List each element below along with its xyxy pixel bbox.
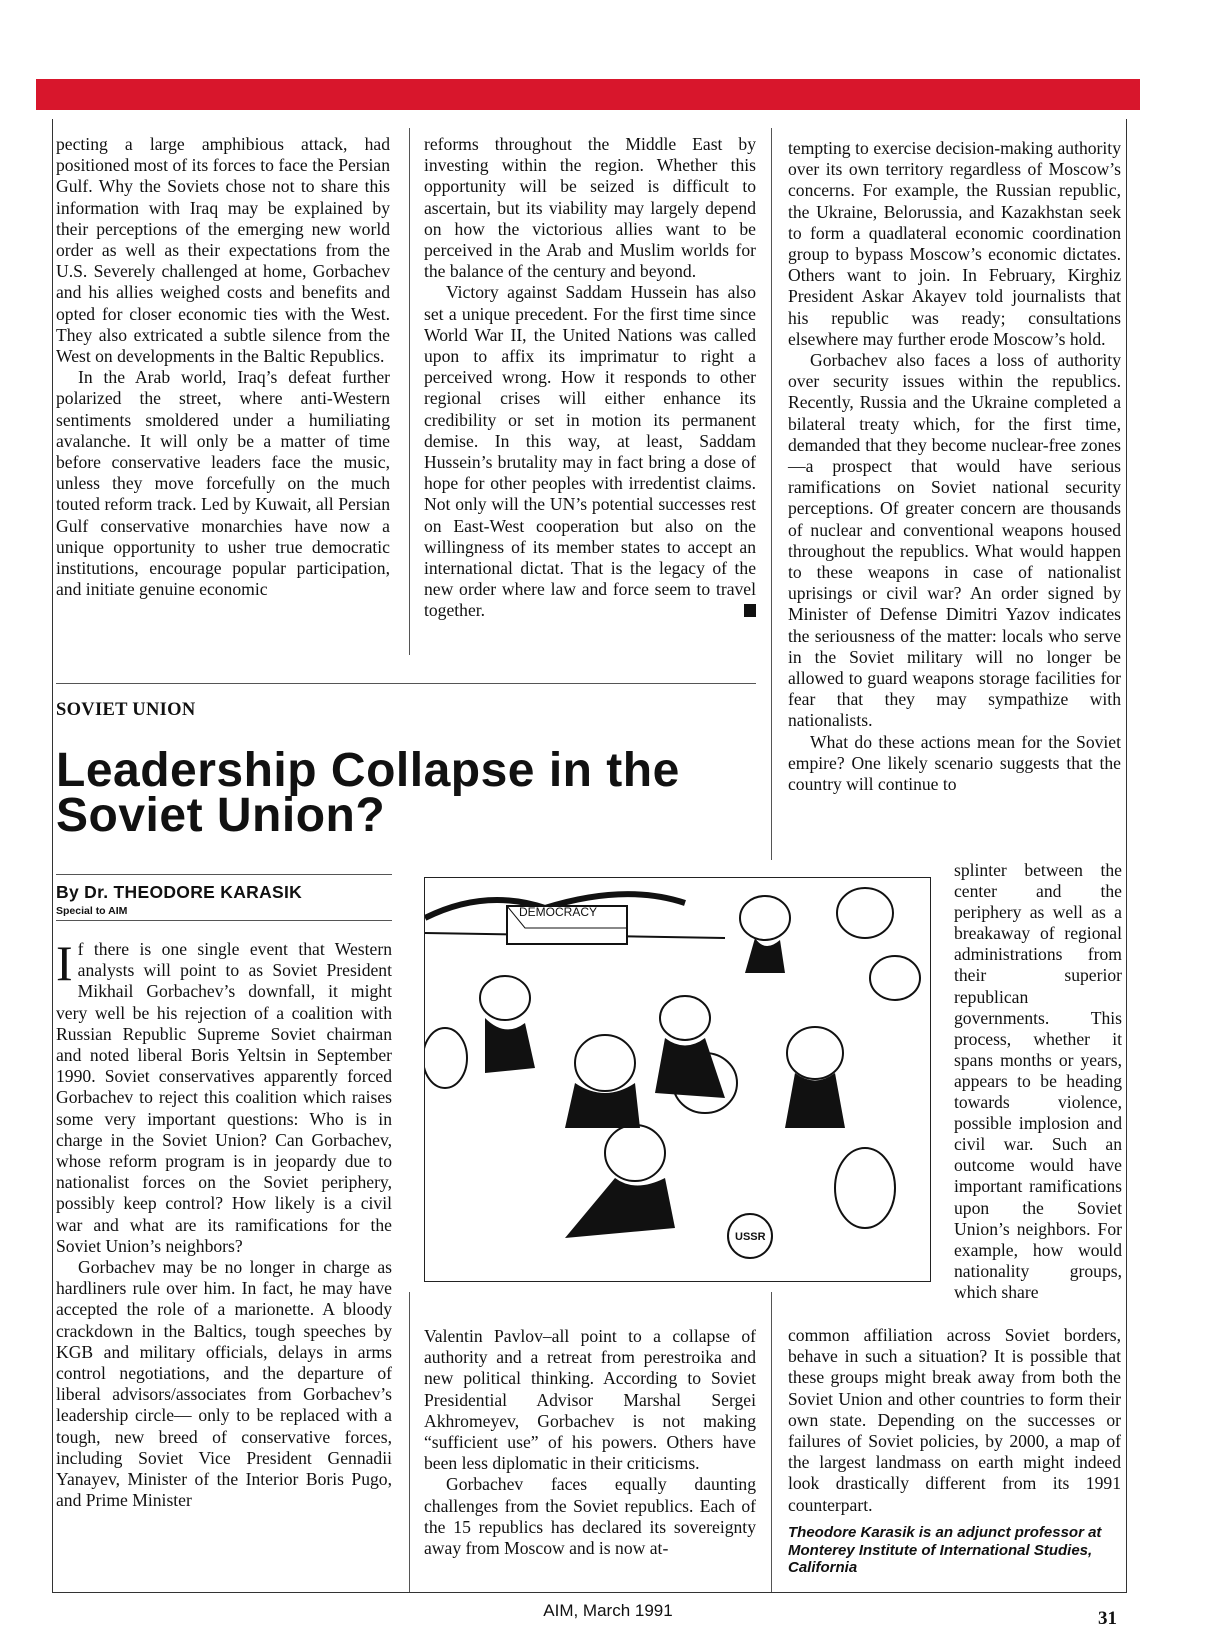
paragraph: Gorbachev faces equally daunting challenges from the Soviet republics. Each of the 15 republics has declared its sovereignty away from Moscow and is now at-: [424, 1474, 756, 1559]
paragraph: Gorbachev also faces a loss of authority over security issues within the republics. Recently, Russia and the Ukraine completed a bilateral treaty which, for the first time, demanded that they become nuclear-free zones—a prospect that would have serious ramifications on Soviet national security perceptions. Of greater concern are thousands of nuclear and conventional weapons housed throughout the republics. What would happen to these weapons in case of nationalist uprisings or civil war? An order signed by Minister of Defense Dimitri Yazov indicates the seriousness of the matter: locals who serve in the Soviet military will no longer be allowed to guard weapons storage facilities for fear that they may sympathize with nationalists.: [788, 350, 1121, 731]
paragraph: Valentin Pavlov–all point to a collapse of authority and a retreat from perestroika and new political thinking. According to Soviet Presidential Advisor Marshal Sergei Akhromeyev, Gorbachev is not making “sufficient use” of his powers. Others have been less diplomatic in their criticisms.: [424, 1326, 756, 1474]
column-3-narrow: [954, 860, 1122, 1303]
page-number: 31: [1098, 1608, 1117, 1629]
editorial-cartoon: [424, 877, 931, 1282]
column-1-article: [56, 935, 392, 1511]
paragraph: [424, 282, 756, 621]
paragraph: pecting a large amphibious attack, had positioned most of its forces to face the Persian Gulf. Why the Soviets chose not to share this information with Iraq may be explained by their perceptions of the emerging new world order as well as their expectations from the U.S. Severely challenged at home, Gorbachev and his allies weighed costs and benefits and opted for closer economic ties with the West. They also extricated a subtle silence from the West on developments in the Baltic Republics.: [56, 134, 390, 367]
section-divider: [56, 683, 756, 684]
author-bio: Theodore Karasik is an adjunct professor at Monterey Institute of International Studies, California: [788, 1524, 1102, 1576]
cartoon-bodies: [485, 938, 845, 1238]
column-3-bottom: [788, 1325, 1121, 1516]
paragraph: tempting to exercise decision-making authority over its own territory regardless of Moscow’s concerns. For example, the Russian republic, the Ukraine, Belorussia, and Kazakhstan seek to form a quadlateral economic coordination group to bypass Moscow’s economic dictates. Others want to join. In February, Kirghiz President Askar Akayev told journalists that his republic was ready; consultations elsewhere may further erode Moscow’s hold.: [788, 138, 1121, 349]
cartoon-ball-text: USSR: [735, 1231, 766, 1243]
column-rule: [771, 1292, 772, 1592]
paragraph: In the Arab world, Iraq’s defeat further polarized the street, where anti-Western sentiments smoldered under a humiliating avalanche. It will only be a matter of time before conservative leaders face the music, unless they move forcefully on the much touted reform track. Led by Kuwait, all Persian Gulf conservative monarchies have now a unique opportunity to usher true democratic institutions, encourage popular participation, and initiate genuine economic: [56, 367, 390, 600]
cartoon-banner-text: DEMOCRACY: [519, 905, 598, 919]
paragraph: [56, 935, 392, 1257]
paragraph: What do these actions mean for the Soviet empire? One likely scenario suggests that the country will continue to: [788, 731, 1121, 795]
caricature-head-icon: [870, 956, 920, 1000]
caricature-head-icon: [740, 896, 790, 940]
column-rule: [409, 128, 410, 655]
caricature-head-icon: [605, 1125, 665, 1181]
section-label: SOVIET UNION: [56, 700, 196, 720]
caricature-head-icon: [837, 888, 893, 938]
drop-cap: I: [56, 935, 73, 991]
column-2-top: [424, 134, 756, 622]
paragraph-text: Victory against Saddam Hussein has also set a unique precedent. For the first time since World War II, the United Nations was called upon to affix its imprimatur to right a perceived wrong. How it responds to other regional crises will either enhance its credibility or set in motion its permanent demise. In this way, at least, Saddam Hussein’s brutality may in fact bring a dose of hope for other peoples with irredentist claims. Not only will the UN’s potential successes rest on East-West cooperation but also on the willingness of its member states to accept an international dictat. That is the legacy of the new order where law and force seem to travel together.: [424, 282, 756, 621]
byline-credit: Special to AIM: [56, 905, 128, 917]
caricature-head-icon: [835, 1148, 895, 1228]
caricature-head-icon: [480, 976, 530, 1020]
byline-rule: [56, 874, 392, 875]
byline-rule: [56, 920, 392, 921]
paragraph: common affiliation across Soviet borders, behave in such a situation? It is possible that these groups might break away from both the Soviet Union and other countries to form their own state. Depending on the successes or failures of Soviet policies, by 2000, a map of the largest landmass on earth might indeed look drastically different from its 1991 counterpart.: [788, 1325, 1121, 1515]
caricature-head-icon: [787, 1027, 843, 1079]
article-headline: Leadership Collapse in the Soviet Union?: [56, 744, 680, 842]
caricature-head-icon: [575, 1035, 635, 1091]
footer-publication: AIM, March 1991: [543, 1601, 673, 1620]
paragraph-text: f there is one single event that Western analysts will point to as Soviet President Mikhail Gorbachev’s downfall, it might very well be his rejection of a coalition with Russian Republic Supreme Soviet chairman and noted liberal Boris Yeltsin in September 1990. Soviet conservatives apparently forced Gorbachev to reject this coalition which raises some very important questions: Who is in charge in the Soviet Union? Can Gorbachev, whose reform program is in jeopardy due to nationalist forces on the Soviet periphery, possibly keep control? How likely is a civil war and what are its ramifications for the Soviet Union’s neighbors?: [56, 939, 392, 1256]
paragraph: reforms throughout the Middle East by investing within the region. Whether this opportunity will be seized is difficult to ascertain, but its viability may largely depend on how the victorious allies want to be perceived in the Arab and Muslim worlds for the balance of the century and beyond.: [424, 134, 756, 282]
paragraph: splinter between the center and the periphery as well as a breakaway of regional administrations from their superior republican governments. This process, whether it spans months or years, appears to be heading towards violence, possible implosion and civil war. Such an outcome would have important ramifications upon the Soviet Union’s neighbors. For example, how would nationality groups, which share: [954, 860, 1122, 1302]
column-1-top: [56, 134, 390, 600]
byline: By Dr. THEODORE KARASIK: [56, 882, 303, 902]
paragraph: Gorbachev may be no longer in charge as hardliners rule over him. In fact, he may have accepted the role of a marionette. A bloody crackdown in the Baltics, tough speeches by KGB and military officials, delays in arms control negotiations, and the departure of liberal advisors/associates from Gorbachev’s leadership circle— only to be replaced with a tough, new breed of conservative forces, including Soviet Vice President Gennadii Yanayev, Minister of the Interior Boris Pugo, and Prime Minister: [56, 1257, 392, 1511]
caricature-head-icon: [425, 1028, 467, 1088]
caricature-head-icon: [660, 996, 710, 1040]
column-3-top: [788, 138, 1121, 795]
end-mark: [744, 604, 756, 617]
column-rule: [409, 1292, 410, 1592]
column-2-article: [424, 1326, 756, 1559]
header-banner: [36, 79, 1140, 110]
cartoon-drawing: [425, 878, 930, 1281]
